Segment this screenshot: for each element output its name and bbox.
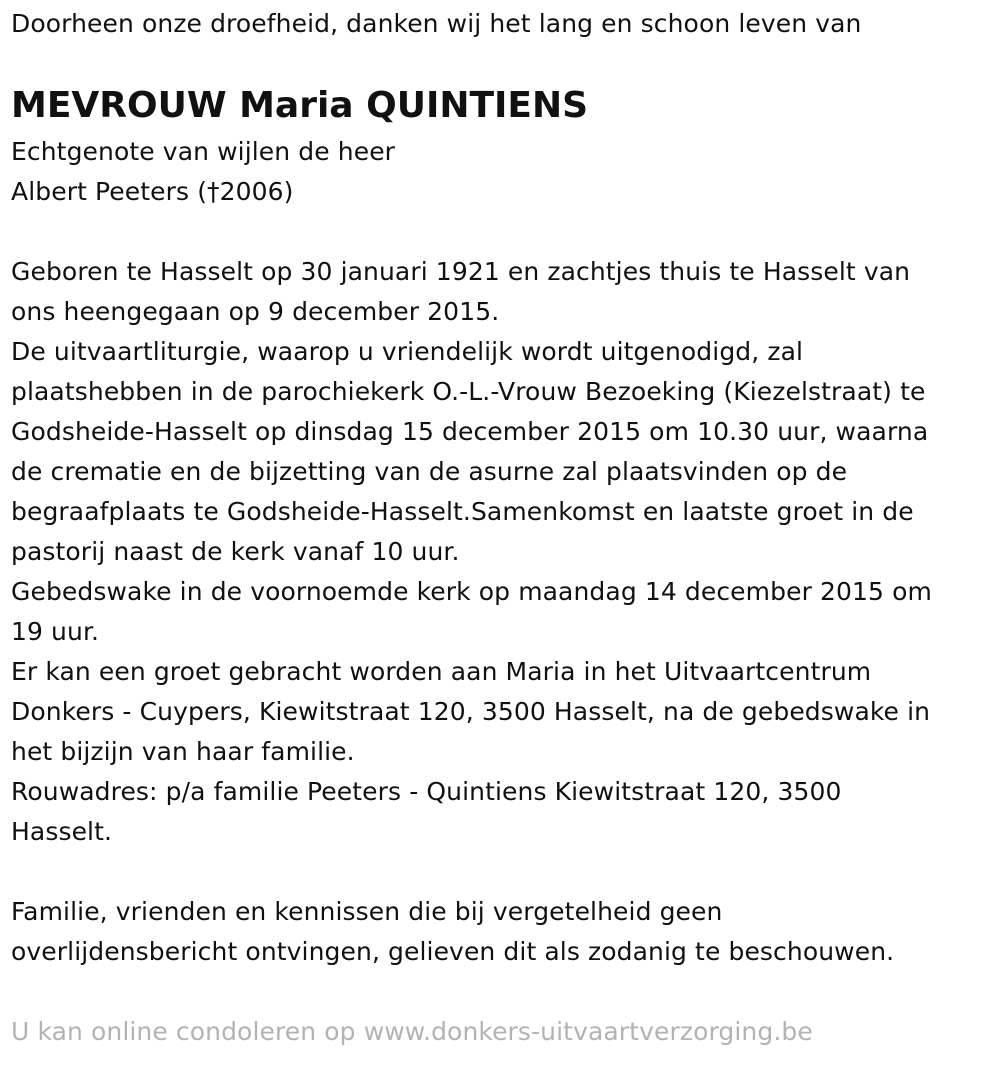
details-line: de crematie en de bijzetting van de asurne zal plaatsvinden op de xyxy=(11,457,848,486)
closing-line: overlijdensbericht ontvingen, gelieven dit als zodanig te beschouwen. xyxy=(11,937,895,966)
details-line: 19 uur. xyxy=(11,617,100,646)
details-line: Donkers - Cuypers, Kiewitstraat 120, 3500 Hasselt, na de gebedswake in xyxy=(11,697,931,726)
spacer xyxy=(11,852,986,892)
details-line: het bijzijn van haar familie. xyxy=(11,737,355,766)
details-line: Rouwadres: p/a familie Peeters - Quintiens Kiewitstraat 120, 3500 xyxy=(11,777,842,806)
details-line: begraafplaats te Godsheide-Hasselt.Samenkomst en laatste groet in de xyxy=(11,497,914,526)
details-line: plaatshebben in de parochiekerk O.-L.-Vrouw Bezoeking (Kiezelstraat) te xyxy=(11,377,926,406)
details-line: ons heengegaan op 9 december 2015. xyxy=(11,297,500,326)
details-block xyxy=(11,252,986,852)
spacer xyxy=(11,212,986,252)
details-line: Geboren te Hasselt op 30 januari 1921 en zachtjes thuis te Hasselt van xyxy=(11,257,911,286)
details-line: Godsheide-Hasselt op dinsdag 15 december 2015 om 10.30 uur, waarna xyxy=(11,417,929,446)
details-line: pastorij naast de kerk vanaf 10 uur. xyxy=(11,537,460,566)
spouse-block xyxy=(11,132,986,212)
condolence-footer: U kan online condoleren op www.donkers-uitvaartverzorging.be xyxy=(11,1017,813,1046)
details-line: Er kan een groet gebracht worden aan Maria in het Uitvaartcentrum xyxy=(11,657,872,686)
details-line: De uitvaartliturgie, waarop u vriendelijk wordt uitgenodigd, zal xyxy=(11,337,804,366)
closing-line: Familie, vrienden en kennissen die bij vergetelheid geen xyxy=(11,897,723,926)
deceased-name: MEVROUW Maria QUINTIENS xyxy=(11,85,589,126)
spouse-line: Albert Peeters (†2006) xyxy=(11,177,294,206)
details-line: Hasselt. xyxy=(11,817,113,846)
spouse-line: Echtgenote van wijlen de heer xyxy=(11,137,396,166)
obituary-notice xyxy=(11,4,986,1052)
closing-block xyxy=(11,892,986,972)
intro-text: Doorheen onze droefheid, danken wij het lang en schoon leven van xyxy=(11,9,862,38)
details-line: Gebedswake in de voornoemde kerk op maandag 14 december 2015 om xyxy=(11,577,932,606)
